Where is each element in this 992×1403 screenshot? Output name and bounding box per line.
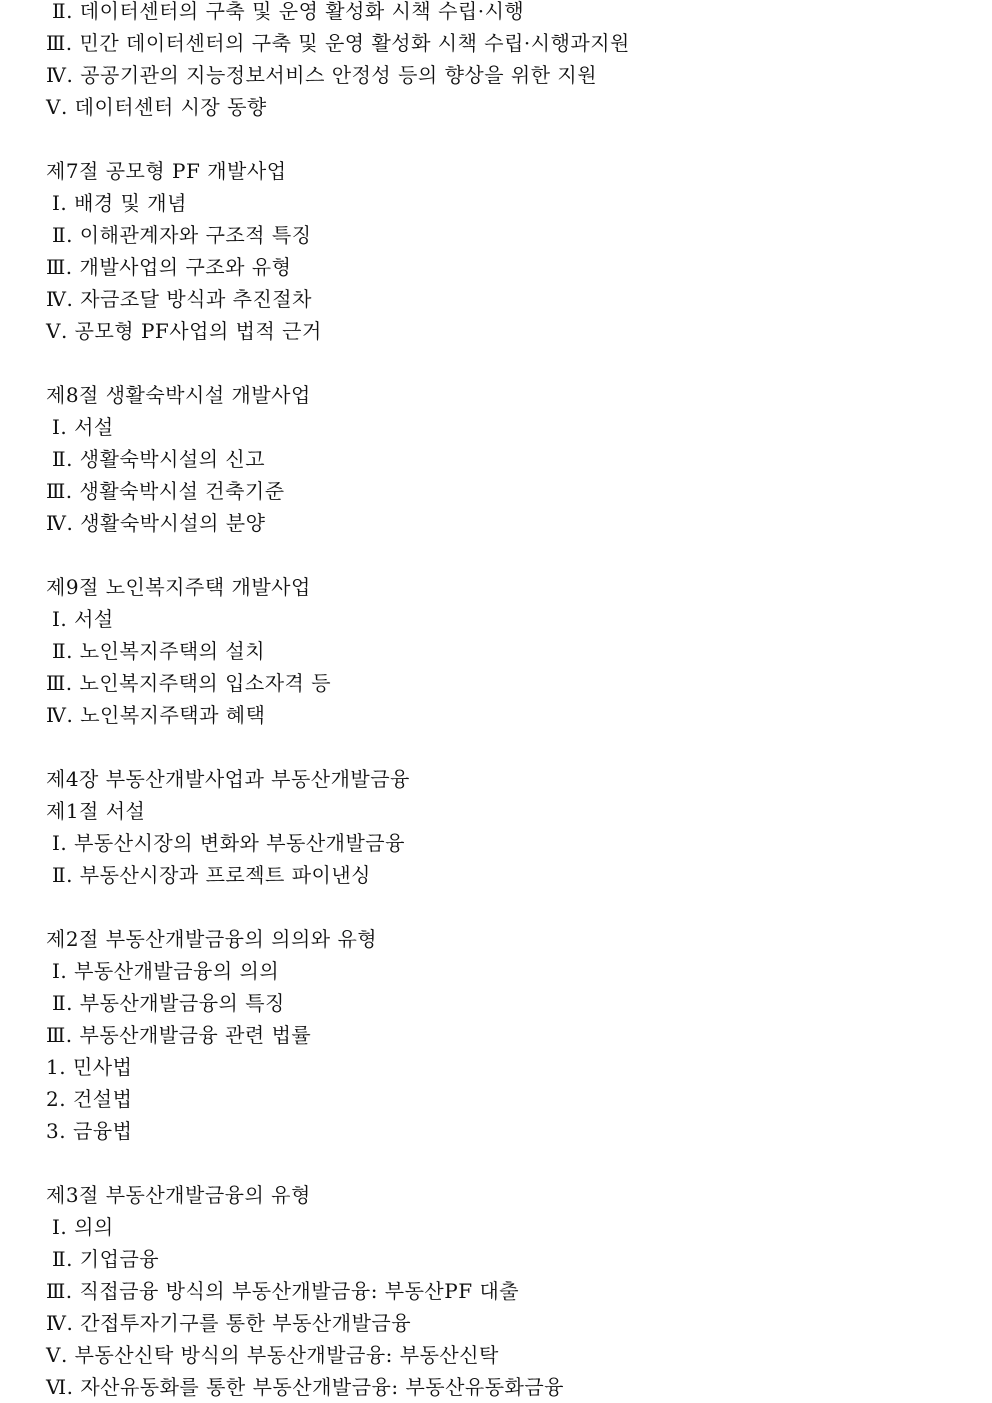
- roman-item: Ⅱ. 기업금융: [52, 1247, 160, 1271]
- section-heading: 제1절 서설: [46, 799, 146, 823]
- roman-item: Ⅲ. 부동산개발금융 관련 법률: [46, 1023, 312, 1047]
- blank-line: [46, 1147, 972, 1179]
- roman-item: Ⅴ. 데이터센터 시장 동향: [46, 95, 267, 119]
- roman-item: Ⅰ. 배경 및 개념: [52, 191, 187, 215]
- roman-item: Ⅰ. 부동산개발금융의 의의: [52, 959, 280, 983]
- roman-item: Ⅰ. 의의: [52, 1215, 114, 1239]
- roman-item: Ⅴ. 공모형 PF사업의 법적 근거: [46, 319, 322, 343]
- blank-line: [46, 123, 972, 155]
- roman-item: Ⅱ. 부동산개발금융의 특징: [52, 991, 285, 1015]
- roman-item: Ⅲ. 노인복지주택의 입소자격 등: [46, 671, 332, 695]
- roman-item: Ⅳ. 노인복지주택과 혜택: [46, 703, 266, 727]
- section-heading: 제9절 노인복지주택 개발사업: [46, 575, 311, 599]
- table-of-contents: [46, 0, 972, 1403]
- roman-item: Ⅲ. 개발사업의 구조와 유형: [46, 255, 292, 279]
- roman-item: Ⅳ. 생활숙박시설의 분양: [46, 511, 266, 535]
- roman-item: Ⅱ. 데이터센터의 구축 및 운영 활성화 시책 수립·시행: [52, 0, 525, 23]
- section-heading: 제7절 공모형 PF 개발사업: [46, 159, 287, 183]
- roman-item: Ⅵ. 자산유동화를 통한 부동산개발금융: 부동산유동화금융: [46, 1375, 565, 1399]
- roman-item: Ⅱ. 부동산시장과 프로젝트 파이낸싱: [52, 863, 372, 887]
- roman-item: Ⅲ. 생활숙박시설 건축기준: [46, 479, 285, 503]
- roman-item: Ⅳ. 간접투자기구를 통한 부동산개발금융: [46, 1311, 412, 1335]
- roman-item: Ⅴ. 부동산신탁 방식의 부동산개발금융: 부동산신탁: [46, 1343, 499, 1367]
- roman-item: Ⅳ. 자금조달 방식과 추진절차: [46, 287, 312, 311]
- roman-item: Ⅲ. 직접금융 방식의 부동산개발금융: 부동산PF 대출: [46, 1279, 520, 1303]
- roman-item: Ⅱ. 생활숙박시설의 신고: [52, 447, 266, 471]
- blank-line: [46, 731, 972, 763]
- section-heading: 제8절 생활숙박시설 개발사업: [46, 383, 311, 407]
- blank-line: [46, 539, 972, 571]
- blank-line: [46, 347, 972, 379]
- section-heading: 제3절 부동산개발금융의 유형: [46, 1183, 311, 1207]
- roman-item: Ⅳ. 공공기관의 지능정보서비스 안정성 등의 향상을 위한 지원: [46, 63, 598, 87]
- roman-item: Ⅱ. 이해관계자와 구조적 특징: [52, 223, 312, 247]
- numbered-item: 2. 건설법: [46, 1087, 133, 1111]
- roman-item: Ⅰ. 부동산시장의 변화와 부동산개발금융: [52, 831, 405, 855]
- chapter-heading: 제4장 부동산개발사업과 부동산개발금융: [46, 767, 410, 791]
- roman-item: Ⅱ. 노인복지주택의 설치: [52, 639, 266, 663]
- roman-item: Ⅰ. 서설: [52, 607, 114, 631]
- numbered-item: 1. 민사법: [46, 1055, 133, 1079]
- blank-line: [46, 891, 972, 923]
- section-heading: 제2절 부동산개발금융의 의의와 유형: [46, 927, 378, 951]
- numbered-item: 3. 금융법: [46, 1119, 133, 1143]
- roman-item: Ⅲ. 민간 데이터센터의 구축 및 운영 활성화 시책 수립·시행과지원: [46, 31, 630, 55]
- roman-item: Ⅰ. 서설: [52, 415, 114, 439]
